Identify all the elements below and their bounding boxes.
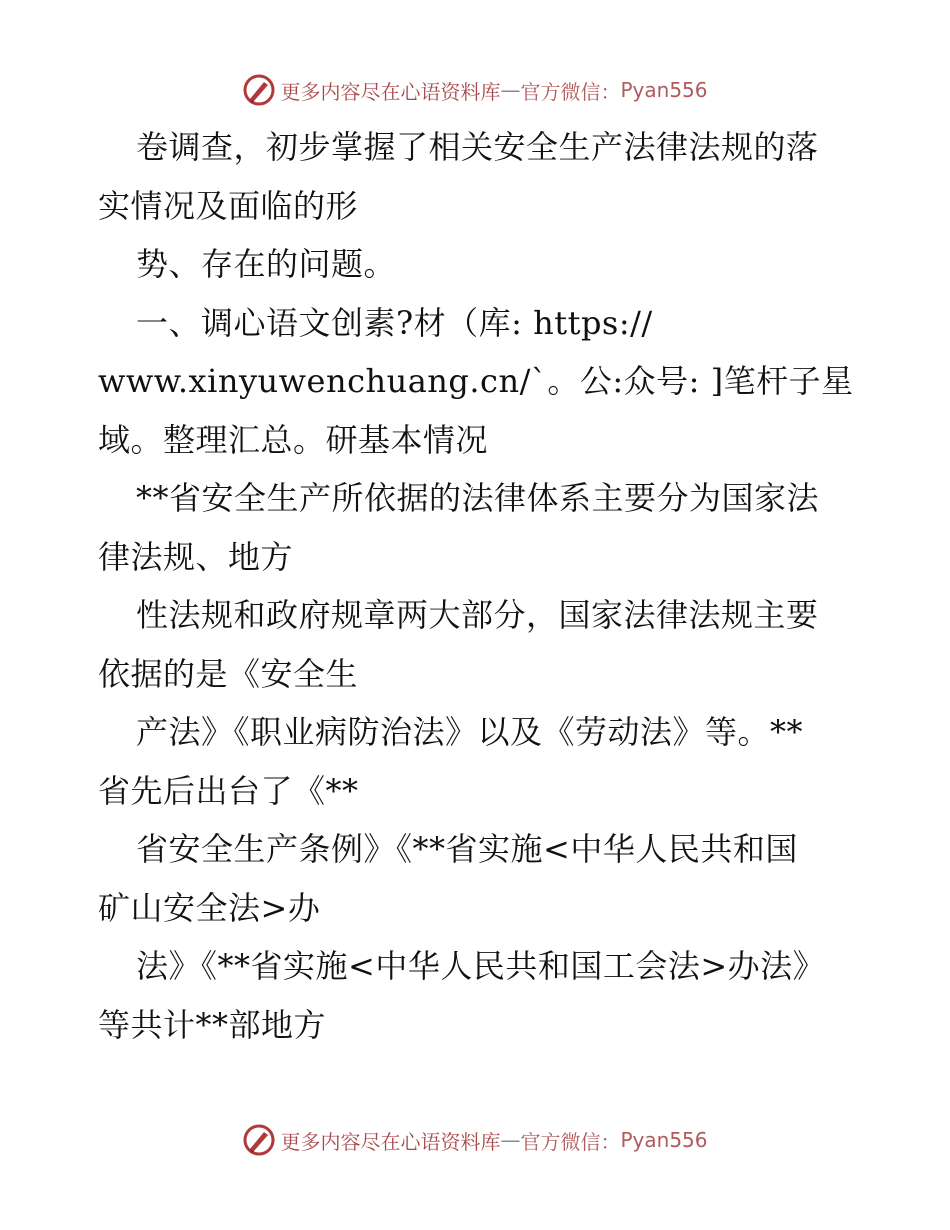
watermark-separator: —: [500, 1128, 521, 1152]
watermark-brand: 更多内容尽在心语资料库: [280, 1129, 501, 1154]
watermark-brand: 更多内容尽在心语资料库: [280, 79, 501, 104]
watermark-official: 官方微信：: [520, 79, 621, 104]
text-line: 省安全生产条例》《**省实施<中华人民共和国: [136, 830, 798, 868]
watermark-separator: —: [500, 78, 521, 102]
text-line: 省先后出台了《**: [98, 771, 359, 810]
text-line: 依据的是《安全生: [98, 654, 359, 693]
watermark-official: 官方微信：: [520, 1129, 621, 1154]
text-line: 域。整理汇总。研基本情况: [98, 420, 489, 459]
text-line: 矿山安全法>办: [98, 888, 321, 927]
text-line: 实情况及面临的形: [98, 186, 359, 225]
watermark-account: Pyan556: [620, 78, 708, 102]
watermark-account: Pyan556: [620, 1128, 708, 1152]
pen-logo-icon: [242, 73, 276, 107]
text-line: 法》《**省实施<中华人民共和国工会法>办法》: [136, 947, 826, 985]
text-line: **省安全生产所依据的法律体系主要分为国家法: [136, 479, 820, 517]
text-line: 产法》《职业病防治法》以及《劳动法》等。**: [136, 713, 804, 751]
text-line: 卷调查，初步掌握了相关安全生产法律法规的落: [136, 128, 819, 166]
document-body: [98, 118, 858, 1054]
text-line: 律法规、地方: [98, 537, 294, 576]
header-watermark: [0, 70, 950, 110]
text-line: 一、调心语文创素?材（库: https://: [136, 303, 653, 342]
footer-watermark: [0, 1120, 950, 1160]
text-line: 性法规和政府规章两大部分，国家法律法规主要: [136, 596, 819, 634]
text-line: 势、存在的问题。: [136, 245, 397, 283]
text-line: 等共计**部地方: [98, 1005, 327, 1044]
text-line: www.xinyuwenchuang.cn/`。公:众号: ]笔杆子星: [98, 362, 854, 400]
pen-logo-icon: [242, 1123, 276, 1157]
